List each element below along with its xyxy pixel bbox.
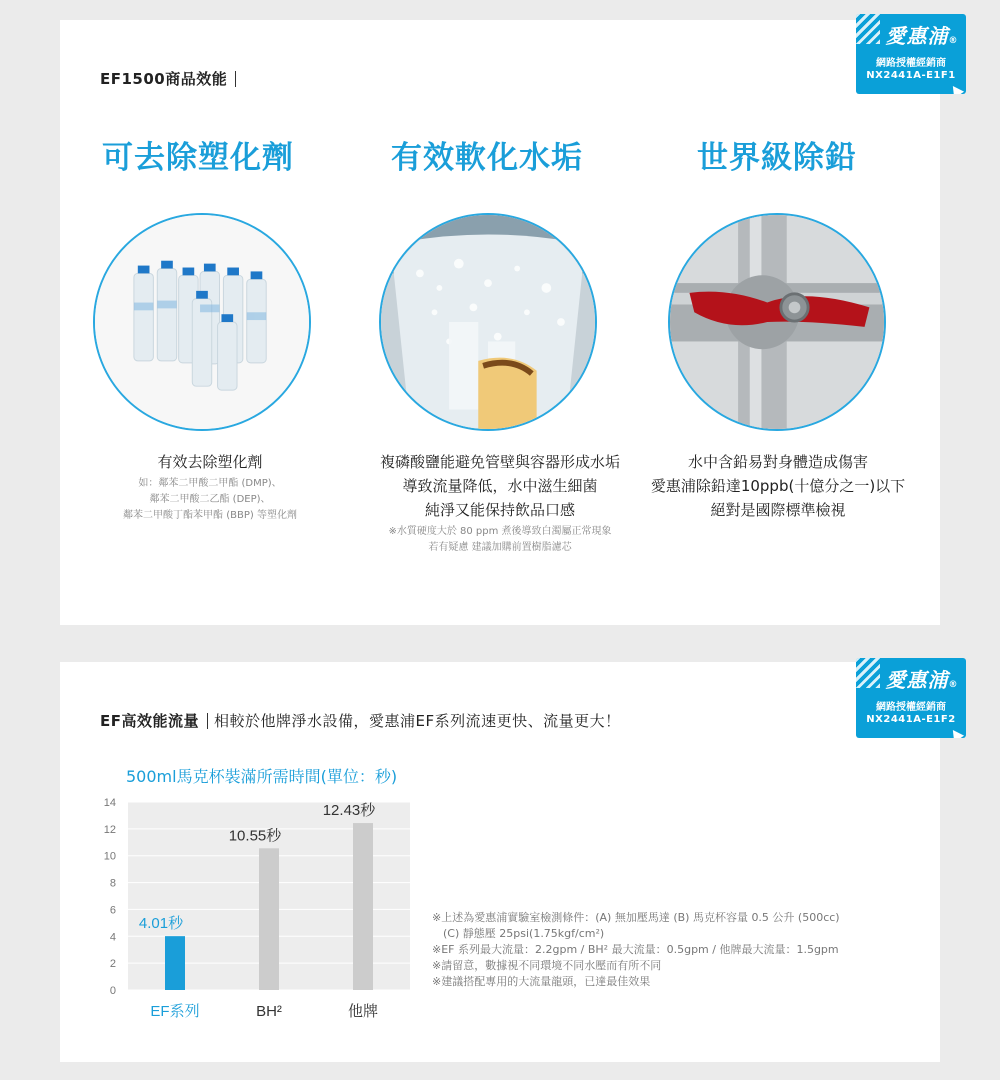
badge-code: NX2441A-E1F1 xyxy=(866,70,956,81)
y-tick-label: 4 xyxy=(109,931,116,944)
feature-title-plasticizer: 可去除塑化劑 xyxy=(102,140,294,176)
y-tick-label: 0 xyxy=(109,985,116,997)
water-bottles-image xyxy=(93,213,311,431)
category-label: 他牌 xyxy=(347,1003,379,1020)
category-label: EF系列 xyxy=(150,1003,200,1020)
y-tick-label: 12 xyxy=(103,823,116,836)
section-title: EF高效能流量 相較於他牌淨水設備，愛惠浦EF系列流速更快、流量更大！ xyxy=(100,712,621,730)
pipe-valve-image xyxy=(668,213,886,431)
bar xyxy=(353,823,373,990)
data-label: 4.01秒 xyxy=(138,915,184,933)
badge-subtitle: 網路授權經銷商 xyxy=(876,58,946,69)
authorized-dealer-badge xyxy=(856,14,966,94)
badge-code: NX2441A-E1F2 xyxy=(866,714,956,725)
stripes-icon xyxy=(856,14,880,44)
section-title: EF1500商品效能 xyxy=(100,68,236,89)
stripes-icon xyxy=(856,658,880,688)
y-tick-label: 2 xyxy=(109,958,116,971)
data-label: 12.43秒 xyxy=(322,802,376,820)
cursor-icon xyxy=(948,83,964,94)
feature-title-scale: 有效軟化水垢 xyxy=(391,140,583,176)
y-tick-label: 14 xyxy=(103,797,116,809)
product-performance-panel xyxy=(60,20,959,625)
flow-rate-panel xyxy=(60,662,959,1062)
y-tick-label: 8 xyxy=(109,877,116,890)
feature-note-plasticizer: 如：鄰苯二甲酸二甲酯 (DMP)、 鄰苯二甲酸二乙酯 (DEP)、 鄰苯二甲酸丁酯苯甲酯 (BBP) 等塑化劑 xyxy=(123,478,297,521)
brand-logo: 愛惠浦® xyxy=(885,24,959,48)
bar xyxy=(165,936,185,990)
category-label: BH² xyxy=(256,1003,282,1020)
data-label: 10.55秒 xyxy=(228,827,282,845)
badge-subtitle: 網路授權經銷商 xyxy=(876,702,946,713)
glass-with-lemon-image xyxy=(379,213,597,431)
authorized-dealer-badge xyxy=(856,658,966,738)
brand-logo: 愛惠浦® xyxy=(885,668,959,692)
feature-note-scale: ※水質硬度大於 80 ppm 煮後導致白濁屬正常現象 若有疑慮 建議加購前置樹脂濾芯 xyxy=(388,526,612,553)
bar xyxy=(259,848,279,990)
feature-caption-lead: 水中含鉛易對身體造成傷害 愛惠浦除鉛達10ppb(十億分之一)以下 絕對是國際標準檢視 xyxy=(650,453,906,519)
chart-title: 500ml馬克杯裝滿所需時間(單位：秒) xyxy=(126,767,398,786)
test-conditions-notes: ※上述為愛惠浦實驗室檢測條件：(A) 無加壓馬達 (B) 馬克杯容量 0.5 公升 (500cc) (C) 靜態壓 25psi(1.75kgf/cm²) ※EF 系列最大流量：2.2gpm / BH² 最大流量：0.5gpm / 他牌最大流量：1.5gpm ※請留意，數據視不同環境不同水壓而有所不同 ※建議搭配專用的大流量龍頭，已達最佳效果 xyxy=(432,911,840,988)
y-tick-label: 10 xyxy=(103,850,116,863)
feature-caption-plasticizer: 有效去除塑化劑 xyxy=(157,453,263,471)
feature-title-lead: 世界級除鉛 xyxy=(697,140,857,176)
feature-caption-scale: 複磷酸鹽能避免管壁與容器形成水垢 導致流量降低，水中滋生細菌 純淨又能保持飲品口感 xyxy=(379,453,620,519)
y-tick-label: 6 xyxy=(109,904,116,917)
flow-time-bar-chart xyxy=(90,792,450,1032)
cursor-icon xyxy=(948,727,964,738)
